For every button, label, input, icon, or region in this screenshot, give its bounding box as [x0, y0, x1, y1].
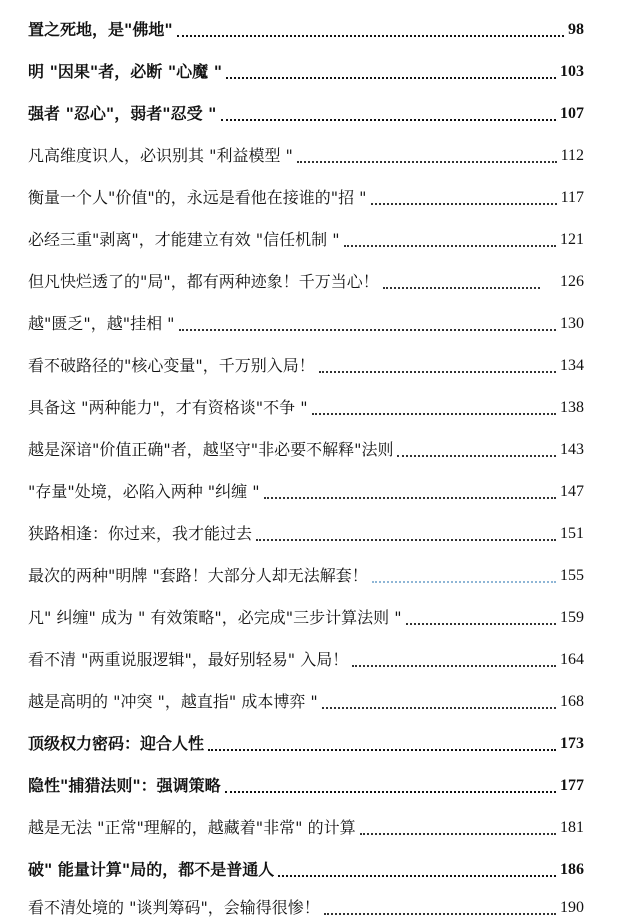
toc-entry-page: 112	[560, 147, 584, 164]
toc-entry-page: 173	[560, 735, 584, 752]
dot-leader	[312, 409, 556, 415]
toc-entry[interactable]	[28, 262, 584, 292]
toc-entry[interactable]	[28, 724, 584, 754]
toc-entry-title: 狭路相逢：你过来，我才能过去	[28, 524, 253, 543]
toc-entry-title: 必经三重"剥离"，才能建立有效 "信任机制 "	[28, 230, 340, 249]
toc-entry-title: 隐性"捕猎法则"：强调策略	[28, 776, 221, 795]
toc-entry-page: 186	[560, 861, 584, 878]
dot-leader	[397, 451, 556, 457]
toc-entry[interactable]	[28, 682, 584, 712]
toc-entry-page: 151	[560, 525, 584, 542]
toc-entry[interactable]	[28, 136, 584, 166]
toc-entry[interactable]	[28, 430, 584, 460]
toc-entry[interactable]	[28, 178, 584, 208]
toc-entry-page: 121	[560, 231, 584, 248]
toc-entry-title: 越"匮乏"，越"挂相 "	[28, 314, 175, 333]
dot-leader	[179, 325, 556, 331]
toc-entry-title: 越是无法 "正常"理解的，越藏着"非常" 的计算	[28, 818, 356, 837]
toc-entry-page: 147	[560, 483, 584, 500]
toc-entry-title: 但凡快烂透了的"局"，都有两种迹象！千万当心！	[28, 272, 379, 291]
toc-entry-page: 117	[560, 189, 584, 206]
toc-entry[interactable]	[28, 850, 584, 880]
toc-entry[interactable]	[28, 304, 584, 334]
toc-entry-page: 181	[560, 819, 584, 836]
toc-entry[interactable]	[28, 766, 584, 796]
toc-entry-page: 159	[560, 609, 584, 626]
toc-entry-page: 190	[560, 899, 584, 916]
toc-entry-title: 置之死地，是"佛地"	[28, 20, 173, 39]
toc-entry-title: 凡" 纠缠" 成为 " 有效策略"，必完成"三步计算法则 "	[28, 608, 402, 627]
toc-entry[interactable]	[28, 472, 584, 502]
toc-entry-title: 最次的两种"明牌 "套路！大部分人却无法解套！	[28, 566, 368, 585]
toc-entry-page: 107	[560, 105, 584, 122]
toc-entry-title: 越是高明的 "冲突 "，越直指" 成本博弈 "	[28, 692, 318, 711]
toc-entry-title: 越是深谙"价值正确"者，越坚守"非必要不解释"法则	[28, 440, 394, 459]
toc-entry-title: 明 "因果"者，必断 "心魔 "	[28, 62, 223, 81]
dot-leader	[344, 241, 556, 247]
toc-entry-title: 破" 能量计算"局的，都不是普通人	[28, 860, 275, 879]
dot-leader	[324, 909, 556, 915]
toc-entry[interactable]	[28, 640, 584, 670]
toc-entry-title: 顶级权力密码：迎合人性	[28, 734, 205, 753]
toc-entry[interactable]	[28, 346, 584, 376]
dot-leader	[297, 157, 557, 163]
toc-entry-title: "存量"处境，必陷入两种 "纠缠 "	[28, 482, 260, 501]
toc-entry-title: 衡量一个人"价值"的，永远是看他在接谁的"招 "	[28, 188, 367, 207]
dot-leader	[256, 535, 556, 541]
dot-leader	[406, 619, 556, 625]
dot-leader	[225, 787, 556, 793]
toc-entry[interactable]	[28, 808, 584, 838]
dot-leader	[352, 661, 556, 667]
dot-leader	[226, 73, 556, 79]
dot-leader	[177, 31, 564, 37]
toc-entry[interactable]	[28, 514, 584, 544]
toc-entry-page: 168	[560, 693, 584, 710]
toc-entry-title: 看不清处境的 "谈判筹码"，会输得很惨！	[28, 898, 320, 917]
toc-entry-title: 凡高维度识人，必识别其 "利益模型 "	[28, 146, 293, 165]
toc-entry[interactable]	[28, 94, 584, 124]
toc-entry[interactable]	[28, 888, 584, 918]
dot-leader	[371, 199, 557, 205]
toc-entry[interactable]	[28, 10, 584, 40]
toc-entry-page: 103	[560, 63, 584, 80]
dot-leader	[278, 871, 556, 877]
toc-entry-page: 98	[568, 21, 584, 38]
dot-leader	[221, 115, 557, 121]
toc-entry-title: 看不清 "两重说服逻辑"，最好别轻易" 入局！	[28, 650, 349, 669]
toc-entry[interactable]	[28, 388, 584, 418]
dot-leader	[383, 283, 540, 289]
toc-entry[interactable]	[28, 598, 584, 628]
toc-entry-title: 强者 "忍心"，弱者"忍受 "	[28, 104, 217, 123]
dot-leader	[322, 703, 556, 709]
toc-entry-page: 126	[560, 273, 584, 290]
toc-entry-title: 看不破路径的"核心变量"，千万别入局！	[28, 356, 315, 375]
toc-entry[interactable]	[28, 556, 584, 586]
toc-entry-page: 134	[560, 357, 584, 374]
toc-entry-page: 164	[560, 651, 584, 668]
toc-entry[interactable]	[28, 220, 584, 250]
toc-entry-page: 155	[560, 567, 584, 584]
dot-leader	[208, 745, 556, 751]
dot-leader	[264, 493, 556, 499]
toc-entry[interactable]	[28, 52, 584, 82]
toc-entry-title: 具备这 "两种能力"，才有资格谈"不争 "	[28, 398, 308, 417]
dot-leader	[360, 829, 556, 835]
toc-entry-page: 177	[560, 777, 584, 794]
toc-entry-page: 138	[560, 399, 584, 416]
toc-entry-page: 130	[560, 315, 584, 332]
dot-leader	[319, 367, 556, 373]
dot-leader	[372, 577, 556, 583]
toc-entry-page: 143	[560, 441, 584, 458]
